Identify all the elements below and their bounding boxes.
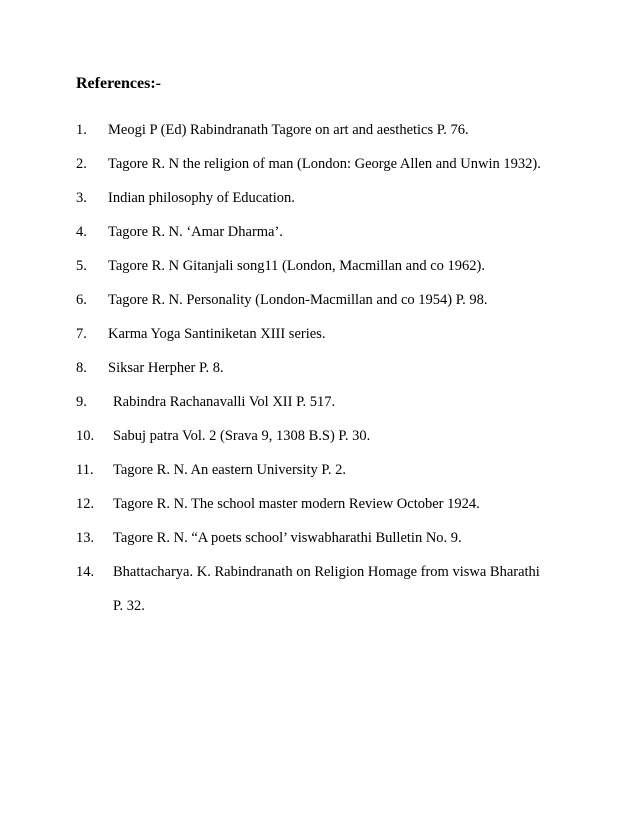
reference-text: Siksar Herpher P. 8. — [108, 360, 224, 376]
reference-text: Bhattacharya. K. Rabindranath on Religion Homage from viswa Bharathi — [113, 564, 540, 580]
reference-text: Tagore R. N. ‘Amar Dharma’. — [108, 224, 283, 240]
reference-item — [0, 360, 638, 394]
reference-text: Meogi P (Ed) Rabindranath Tagore on art and aesthetics P. 76. — [108, 122, 469, 138]
reference-item — [0, 326, 638, 360]
reference-text: Indian philosophy of Education. — [108, 190, 295, 206]
reference-number: 6. — [76, 292, 87, 308]
reference-number: 13. — [76, 530, 95, 546]
reference-item — [0, 428, 638, 462]
reference-number: 12. — [76, 496, 95, 512]
reference-item — [0, 462, 638, 496]
reference-item — [0, 190, 638, 224]
reference-item — [0, 564, 638, 614]
reference-number: 3. — [76, 190, 87, 206]
reference-number: 4. — [76, 224, 87, 240]
reference-item — [0, 258, 638, 292]
reference-text: Tagore R. N. An eastern University P. 2. — [113, 462, 346, 478]
reference-number: 8. — [76, 360, 87, 376]
reference-number: 2. — [76, 156, 87, 172]
reference-text: Tagore R. N. Personality (London-Macmillan and co 1954) P. 98. — [108, 292, 488, 308]
references-list — [0, 122, 638, 614]
reference-item — [0, 530, 638, 564]
reference-text: Tagore R. N. The school master modern Review October 1924. — [113, 496, 480, 512]
reference-number: 11. — [76, 462, 94, 478]
reference-number: 1. — [76, 122, 87, 138]
reference-item — [0, 224, 638, 258]
references-heading: References:- — [76, 75, 161, 92]
reference-item — [0, 496, 638, 530]
reference-text: Rabindra Rachanavalli Vol XII P. 517. — [113, 394, 336, 410]
reference-text: Sabuj patra Vol. 2 (Srava 9, 1308 B.S) P. 30. — [113, 428, 371, 444]
reference-item — [0, 122, 638, 156]
reference-number: 9. — [76, 394, 87, 410]
reference-item — [0, 156, 638, 190]
reference-text: Tagore R. N Gitanjali song11 (London, Macmillan and co 1962). — [108, 258, 485, 274]
reference-number: 7. — [76, 326, 87, 342]
reference-number: 5. — [76, 258, 87, 274]
reference-number: 10. — [76, 428, 95, 444]
reference-text: Karma Yoga Santiniketan XIII series. — [108, 326, 326, 342]
reference-text-continuation: P. 32. — [113, 598, 145, 614]
reference-text: Tagore R. N. “A poets school’ viswabharathi Bulletin No. 9. — [113, 530, 462, 546]
reference-number: 14. — [76, 564, 95, 580]
reference-item — [0, 292, 638, 326]
reference-item — [0, 394, 638, 428]
reference-text: Tagore R. N the religion of man (London: George Allen and Unwin 1932). — [108, 156, 541, 172]
